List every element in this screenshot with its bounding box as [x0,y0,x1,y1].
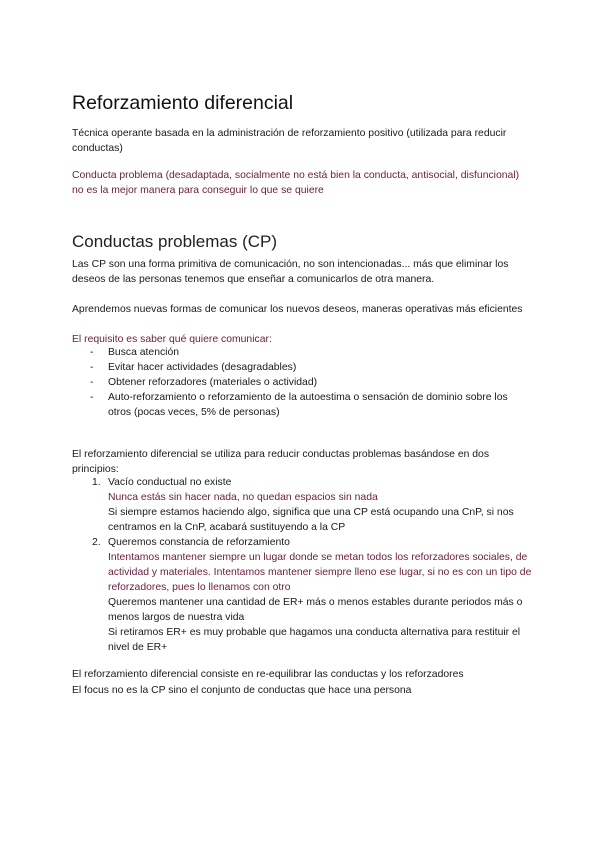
list-item: - Busca atención [90,345,530,360]
principles-intro: El reforzamiento diferencial se utiliza para reducir conductas problemas basándose en dos principios: [72,449,490,475]
principle-detail: Queremos mantener una cantidad de ER+ más o menos estables durante periodos más o menos largos de nuestra vida [108,597,523,623]
list-item: - Obtener reforzadores (materiales o actividad) [90,375,530,390]
reasons-list [90,345,530,420]
list-item: - Evitar hacer actividades (desagradables) [90,360,530,375]
list-number: 2. [92,537,101,548]
page-title: Reforzamiento diferencial [72,92,294,114]
intro-highlight: Conducta problema (desadaptada, socialmente no está bien la conducta, antisocial, disfuncional) no es la mejor manera para conseguir lo que se quiere [72,170,520,196]
principle-title: Vacío conductual no existe [108,477,232,488]
list-item [72,475,532,535]
cp-paragraph: Las CP son una forma primitiva de comunicación, no son intencionadas... más que eliminar los deseos de las personas tenemos que enseñar a comunicarlos de otra manera. [72,259,509,285]
intro-paragraph: Técnica operante basada en la administración de reforzamiento positivo (utilizada para reducir conductas) [72,128,507,154]
rebalance-paragraph: El reforzamiento diferencial consiste en re-equilibrar las conductas y los reforzadores [72,669,464,680]
principle-highlight: Intentamos mantener siempre un lugar donde se metan todos los reforzadores sociales, de actividad y materiales. Intentamos mantener siempre lleno ese lugar, si no es con un tipo de reforzadores, pues lo llenamos con otro [108,552,532,593]
focus-paragraph: El focus no es la CP sino el conjunto de conductas que hace una persona [72,685,412,696]
principle-title: Queremos constancia de reforzamiento [108,537,290,548]
principles-list [72,475,532,655]
list-item [72,535,532,655]
learning-paragraph: Aprendemos nuevas formas de comunicar los nuevos deseos, maneras operativas más eficientes [72,304,523,315]
principle-detail: Si retiramos ER+ es muy probable que hagamos una conducta alternativa para restituir el nivel de ER+ [108,627,521,653]
list-number: 1. [92,477,101,488]
principle-detail: Si siempre estamos haciendo algo, significa que una CP está ocupando una CnP, si nos centramos en la CnP, acabará sustituyendo a la CP [108,507,514,533]
list-item: - Auto-reforzamiento o reforzamiento de la autoestima o sensación de dominio sobre los otros (pocas veces, 5% de personas) [90,390,530,420]
section-heading: Conductas problemas (CP) [72,232,278,251]
principle-highlight: Nunca estás sin hacer nada, no quedan espacios sin nada [108,492,378,503]
requirement-line: El requisito es saber qué quiere comunicar: [72,334,272,345]
